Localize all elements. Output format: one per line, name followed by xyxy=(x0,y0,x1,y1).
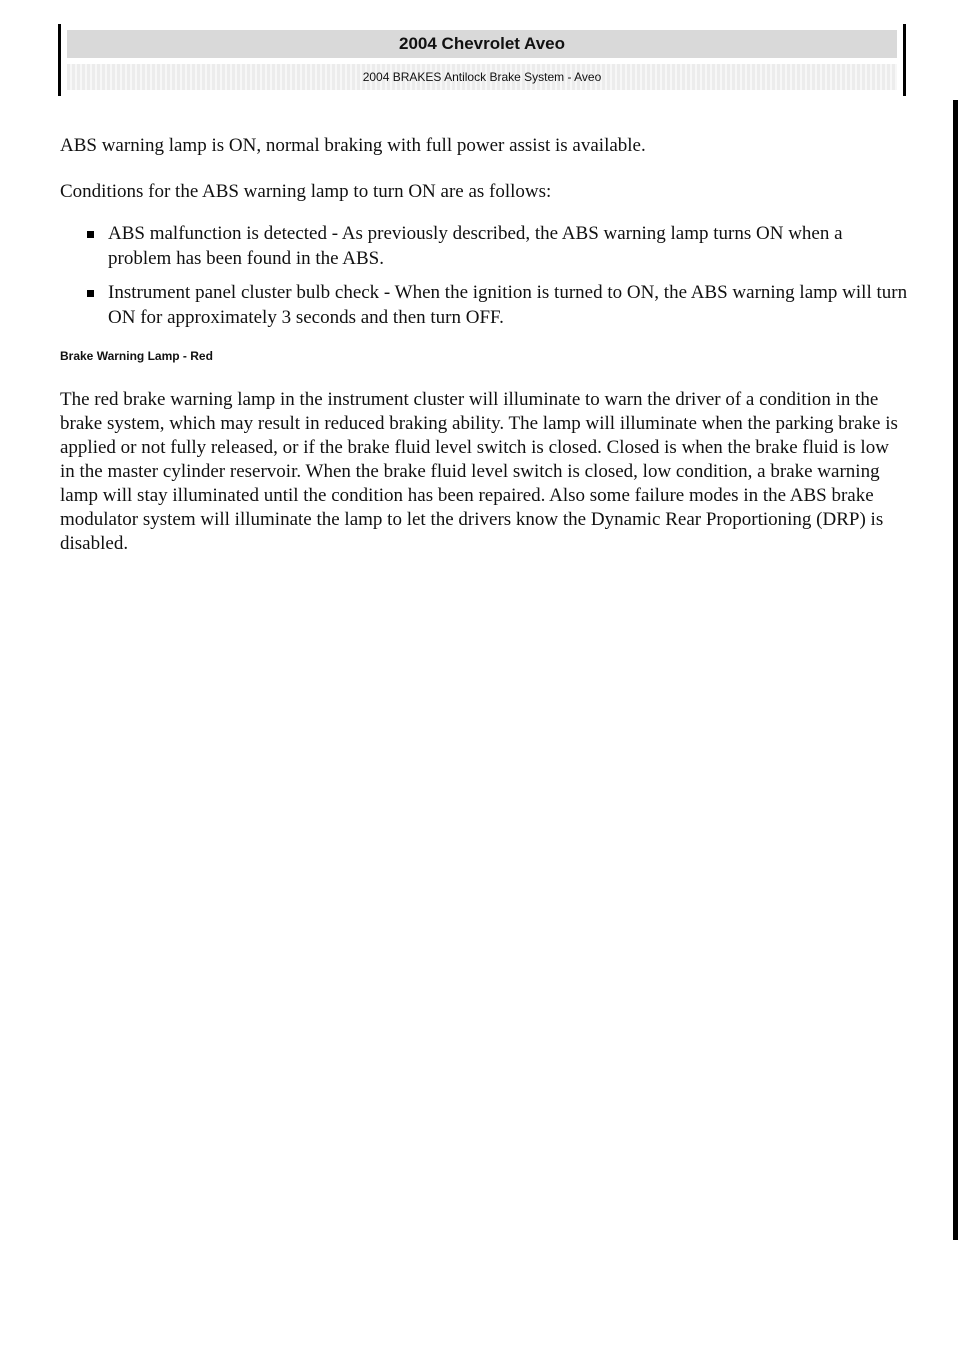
list-item xyxy=(60,280,908,330)
red-lamp-paragraph: The red brake warning lamp in the instrument cluster will illuminate to warn the driver of a condition in the brake system, which may result in reduced braking ability. The lamp will illuminate when the parking brake is applied or not fully released, or if the brake fluid level switch is closed. Closed is when the brake fluid is low in the master cylinder reservoir. When the brake fluid level switch is closed, low condition, a brake warning lamp will stay illuminated until the condition has been repaired. Also some failure modes in the ABS brake modulator system will illuminate the lamp to let the drivers know the Dynamic Rear Proportioning (DRP) is disabled. xyxy=(60,389,898,554)
page-edge-rule xyxy=(953,100,958,1240)
intro-paragraph: ABS warning lamp is ON, normal braking with full power assist is available. xyxy=(60,135,646,156)
list-item xyxy=(60,221,908,271)
bullet-icon xyxy=(87,290,94,297)
bullet-icon xyxy=(87,231,94,238)
list-item-text: Instrument panel cluster bulb check - When the ignition is turned to ON, the ABS warning lamp will turn ON for approximately 3 seconds and then turn OFF. xyxy=(108,282,908,328)
list-item-text: ABS malfunction is detected - As previously described, the ABS warning lamp turns ON when a problem has been found in the ABS. xyxy=(108,223,843,269)
document-title: 2004 Chevrolet Aveo xyxy=(67,30,897,58)
conditions-heading: Conditions for the ABS warning lamp to turn ON are as follows: xyxy=(60,181,552,202)
section-heading: Brake Warning Lamp - Red xyxy=(60,349,213,363)
conditions-list xyxy=(60,221,908,330)
page-header xyxy=(58,24,906,96)
document-body xyxy=(60,134,908,556)
document-subtitle: 2004 BRAKES Antilock Brake System - Aveo xyxy=(67,64,897,90)
